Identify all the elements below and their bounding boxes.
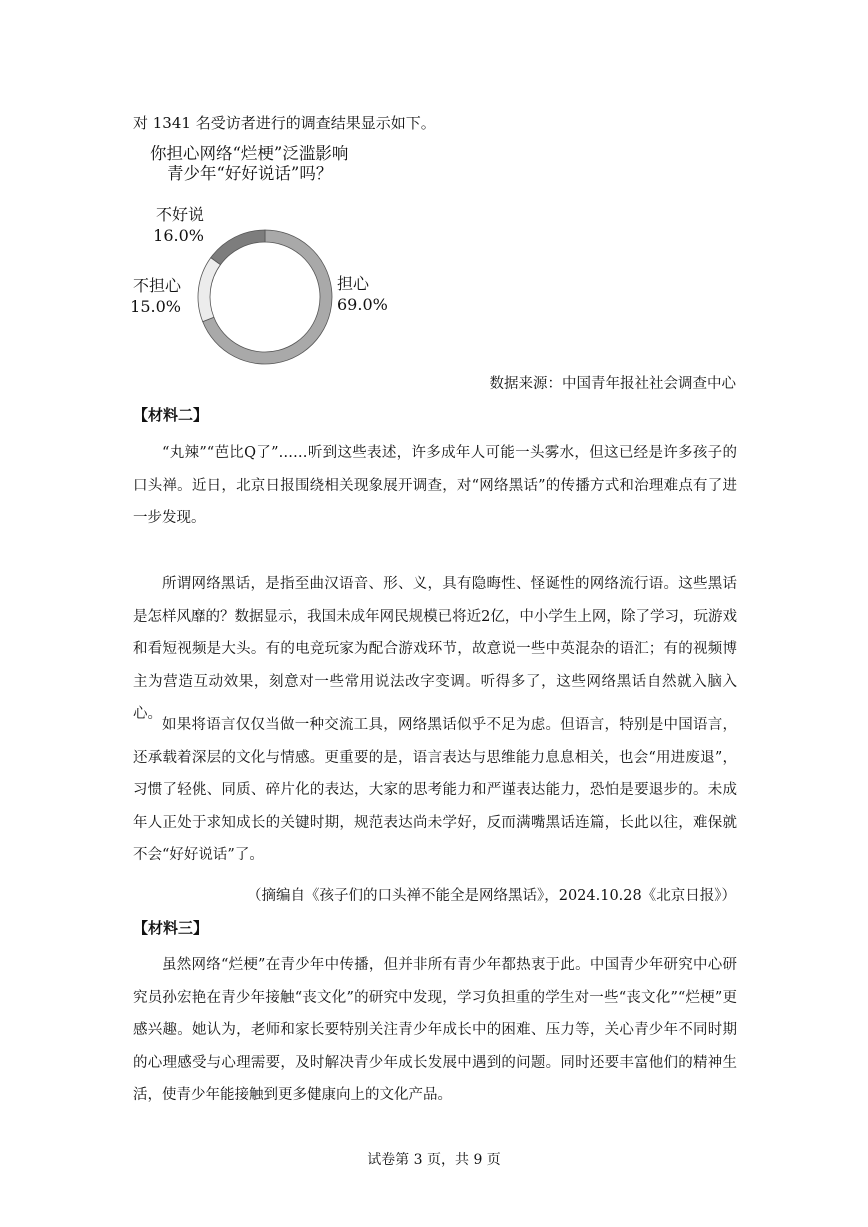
slice-name: 担心 [337,274,370,293]
material-2-paragraph: 如果将语言仅仅当做一种交流工具，网络黑话似乎不足为虑。但语言，特别是中国语言，还承载着深层的文化与情感。更重要的是，语言表达与思维能力息息相关，也会“用进废退”，习惯了轻佻、同质、碎片化的表达，大家的思考能力和严谨表达能力，恐怕是要退步的。未成年人正处于求知成长的关键时期，规范表达尚未学好，反而满嘴黑话连篇，长此以往，难保就不会“好好说话”了。 [133,717,737,863]
chart-title-line-1: 你担心网络“烂梗”泛滥影响 [150,144,349,163]
slice-value: 16.0% [153,226,204,245]
slice-name: 不担心 [132,276,181,295]
donut-chart [0,0,868,420]
slice-label-danxin [337,273,388,315]
material-2-paragraph: “丸辣”“芭比Q了”……听到这些表述，许多成年人可能一头雾水，但这已经是许多孩子的口头禅。近日，北京日报围绕相关现象展开调查，对“网络黑话”的传播方式和治理难点有了进一步发现。 [133,445,737,526]
donut-slices [198,230,332,364]
material-2-citation: （摘编自《孩子们的口头禅不能全是网络黑话》，2024.10.28《北京日报》） [246,888,736,904]
page-footer: 试卷第 3 页，共 9 页 [367,1152,501,1168]
data-source: 数据来源：中国青年报社社会调查中心 [489,376,736,392]
donut-slice-1 [198,258,221,322]
chart-title-line-2: 青少年“好好说话”吗？ [167,164,333,183]
donut-slice-2 [211,230,265,265]
slice-value: 69.0% [337,295,388,314]
slice-value: 15.0% [130,297,181,316]
material-2-paragraph: 所谓网络黑话，是指至曲汉语音、形、义，具有隐晦性、怪诞性的网络流行语。这些黑话是怎样风靡的？数据显示，我国未成年网民规模已将近2亿，中小学生上网，除了学习，玩游戏和看短视频是大头。有的电竞玩家为配合游戏环节，故意说一些中英混杂的语汇；有的视频博主为营造互动效果，刻意对一些常用说法改字变调。听得多了，这些网络黑话自然就入脑入心。 [133,576,737,722]
intro-sentence: 对 1341 名受访者进行的调查结果显示如下。 [133,114,436,132]
slice-label-buhaoshuo [146,204,204,246]
slice-name: 不好说 [155,205,204,224]
material-3-heading: 【材料三】 [133,919,209,937]
material-3-paragraph: 虽然网络“烂梗”在青少年中传播，但并非所有青少年都热衷于此。中国青少年研究中心研究员孙宏艳在青少年接触“丧文化”的研究中发现，学习负担重的学生对一些“丧文化”“烂梗”更感兴趣。她认为，老师和家长要特别关注青少年成长中的困难、压力等，关心青少年不同时期的心理感受与心理需要，及时解决青少年成长发展中遇到的问题。同时还要丰富他们的精神生活，使青少年能接触到更多健康向上的文化产品。 [133,957,737,1103]
slice-label-budanxin [126,275,181,317]
material-2-heading: 【材料二】 [133,406,209,424]
